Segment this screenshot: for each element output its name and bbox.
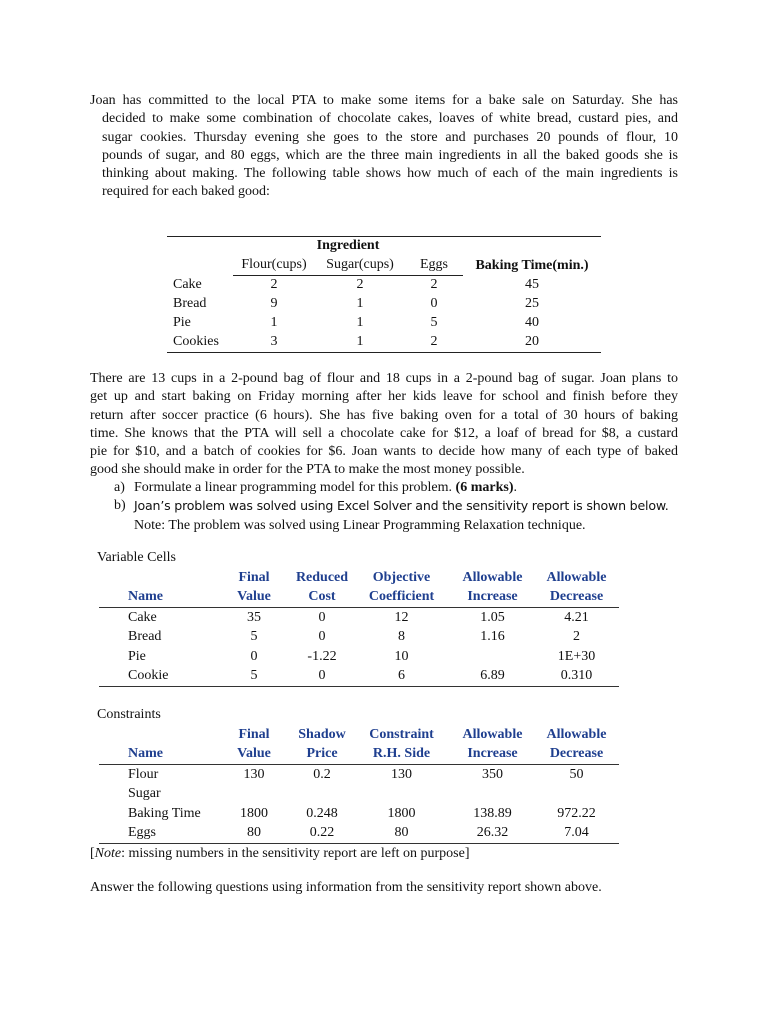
question-a-marks: (6 marks) (455, 480, 514, 495)
cell: 0 (430, 296, 438, 312)
question-b-note (114, 517, 694, 535)
cell (352, 785, 451, 805)
question-b-marker: b) (114, 498, 126, 514)
cell: 4.21 (564, 609, 589, 625)
cell: 20 (463, 333, 601, 353)
header-cell: Coefficient (352, 588, 451, 608)
missing-numbers-note (90, 845, 470, 863)
question-a-text: Formulate a linear programming model for this problem. (134, 480, 453, 495)
row-label: Pie (173, 315, 191, 331)
header-cell: Allowable (546, 726, 607, 742)
header-cell: Final (238, 726, 270, 742)
cell: 130 (391, 766, 412, 782)
cell: 1 (356, 296, 364, 312)
question-a (114, 479, 694, 497)
col-header-sugar: Sugar(cups) (315, 256, 405, 276)
intro-paragraph (90, 92, 678, 202)
note-open-bracket: [ (90, 846, 95, 861)
header-cell-name: Name (99, 588, 216, 608)
table-row (99, 628, 619, 648)
row-label: Sugar (128, 786, 161, 802)
body-line: pie for $10, and a batch of cookies for $6. Joan wants to decide how many of each type of baked (90, 444, 678, 460)
cell: 2 (270, 277, 278, 293)
header-cell: Constraint (369, 726, 434, 742)
body-line: There are 13 cups in a 2-pound bag of flour and 18 cups in a 2-pound bag of sugar. Joan plans to (90, 371, 678, 386)
cell (534, 785, 619, 805)
body-line: get up and start baking on Friday morning after her kids leave for school and finish before they (90, 389, 678, 405)
variable-cells-caption: Variable Cells (97, 550, 176, 565)
cell: 50 (569, 766, 584, 782)
cell: 8 (398, 629, 405, 645)
cell: 0 (318, 609, 326, 625)
intro-line: Joan has committed to the local PTA to make some items for a bake sale on Saturday. She has (90, 93, 678, 108)
cell: 6 (352, 667, 451, 687)
col-header-flour: Flour(cups) (233, 256, 315, 276)
row-label: Eggs (99, 824, 216, 844)
cell: 7.04 (534, 824, 619, 844)
row-label: Baking Time (128, 805, 201, 821)
header-cell: Price (292, 745, 352, 765)
row-label: Cake (173, 277, 202, 293)
question-b-note-text: Note: The problem was solved using Linear Programming Relaxation technique. (134, 517, 586, 533)
question-a-marker: a) (114, 480, 125, 495)
table-row (99, 785, 619, 805)
variable-cells-table (99, 568, 619, 687)
cell: 1.16 (480, 629, 505, 645)
ingredients-table (167, 236, 601, 353)
question-a-end: . (513, 480, 517, 495)
cell: 2 (405, 333, 463, 353)
cell: 972.22 (557, 805, 596, 821)
header-cell: Shadow (298, 726, 346, 742)
row-label: Pie (128, 648, 146, 664)
note-text: : missing numbers in the sensitivity report are left on purpose] (121, 846, 470, 861)
table-row (99, 608, 619, 628)
cell: 6.89 (451, 667, 534, 687)
cell: 0 (250, 648, 258, 664)
cell: 0 (318, 629, 326, 645)
cell: 1.05 (480, 609, 505, 625)
constraints-caption: Constraints (97, 707, 161, 722)
header-cell: Increase (451, 745, 534, 765)
question-list (114, 479, 694, 535)
header-cell: Allowable (462, 569, 523, 585)
cell: 5 (216, 667, 292, 687)
cell: 10 (394, 648, 409, 664)
table-row (167, 295, 601, 314)
table-row (167, 276, 601, 296)
cell: 1 (315, 333, 405, 353)
header-cell: Decrease (534, 745, 619, 765)
table-row (99, 804, 619, 824)
table-row (167, 333, 601, 353)
row-label: Cake (128, 609, 157, 625)
row-label: Flour (128, 766, 159, 782)
cell (451, 785, 534, 805)
cell: 12 (394, 609, 409, 625)
table-row (99, 824, 619, 844)
cell: 130 (243, 766, 265, 782)
header-cell: Increase (451, 588, 534, 608)
row-label: Cookie (99, 667, 216, 687)
cell: 80 (352, 824, 451, 844)
row-label: Cookies (167, 333, 233, 353)
cell: 40 (525, 315, 539, 331)
col-header-baking-time: Baking Time(min.) (475, 257, 589, 273)
body-line: good she should make in order for the PTA to make the most money possible. (90, 462, 525, 478)
intro-line: pounds of sugar, and 80 eggs, which are the three main ingredients in all the baked goods she is (102, 147, 678, 163)
cell: 138.89 (473, 805, 512, 821)
cell: 1 (270, 315, 278, 331)
header-cell: Decrease (534, 588, 619, 608)
table-row (99, 647, 619, 667)
cell: 0.248 (306, 805, 338, 821)
cell: 9 (270, 296, 278, 312)
header-cell: Objective (372, 569, 431, 585)
closing-instruction: Answer the following questions using information from the sensitivity report shown above. (90, 880, 602, 895)
cell: 1 (356, 315, 364, 331)
cell: 3 (233, 333, 315, 353)
intro-line: sugar cookies. Thursday evening she goes to the store and purchases 20 pounds of flour, 10 (102, 129, 678, 145)
header-cell-name: Name (99, 745, 216, 765)
cell: 1800 (240, 805, 268, 821)
cell: -1.22 (307, 648, 337, 664)
cell: 1800 (387, 805, 416, 821)
header-cell: Value (216, 588, 292, 608)
question-b-text: Joan’s problem was solved using Excel Solver and the sensitivity report is shown below. (134, 498, 669, 514)
header-cell: Reduced (295, 569, 349, 585)
table-row (99, 765, 619, 785)
cell: 80 (216, 824, 292, 844)
cell (216, 785, 292, 805)
cell: 35 (247, 609, 261, 625)
cell: 25 (525, 296, 539, 312)
cell: 5 (250, 629, 258, 645)
cell: 45 (525, 277, 539, 293)
cell: 2 (356, 277, 364, 293)
cell: 0.22 (292, 824, 352, 844)
ingredient-group-header: Ingredient (233, 237, 463, 257)
body-line: return after soccer practice (6 hours). She has five baking oven for a total of 30 hours of baking (90, 407, 678, 423)
table-row (99, 667, 619, 687)
header-cell: Cost (292, 588, 352, 608)
header-cell: Final (238, 569, 270, 585)
cell: 1E+30 (557, 648, 596, 664)
cell: 0.2 (313, 766, 331, 782)
cell: 2 (573, 629, 580, 645)
row-label: Bread (128, 629, 162, 645)
header-cell: Allowable (462, 726, 523, 742)
header-cell: Allowable (546, 569, 607, 585)
cell: 0.310 (534, 667, 619, 687)
intro-line: thinking about making. The following table shows how much of each of the main ingredients is (102, 166, 678, 182)
cell (292, 785, 352, 805)
cell: 2 (430, 277, 438, 293)
row-label: Bread (173, 296, 207, 312)
cell (451, 647, 534, 667)
problem-paragraph (90, 370, 678, 480)
body-line: time. She knows that the PTA will sell a chocolate cake for $12, a loaf of bread for $8, a custard (90, 425, 678, 441)
cell: 0 (292, 667, 352, 687)
cell: 26.32 (451, 824, 534, 844)
note-label: Note (94, 846, 122, 861)
intro-line: decided to make some combination of chocolate cakes, loaves of white bread, custard pies, and (102, 111, 678, 127)
question-b (114, 497, 694, 516)
constraints-table (99, 725, 619, 844)
cell: 350 (482, 766, 503, 782)
header-cell: R.H. Side (352, 745, 451, 765)
header-cell: Value (216, 745, 292, 765)
cell: 5 (430, 315, 438, 331)
table-row (167, 314, 601, 333)
intro-line: required for each baked good: (102, 184, 270, 200)
col-header-eggs: Eggs (405, 256, 463, 276)
